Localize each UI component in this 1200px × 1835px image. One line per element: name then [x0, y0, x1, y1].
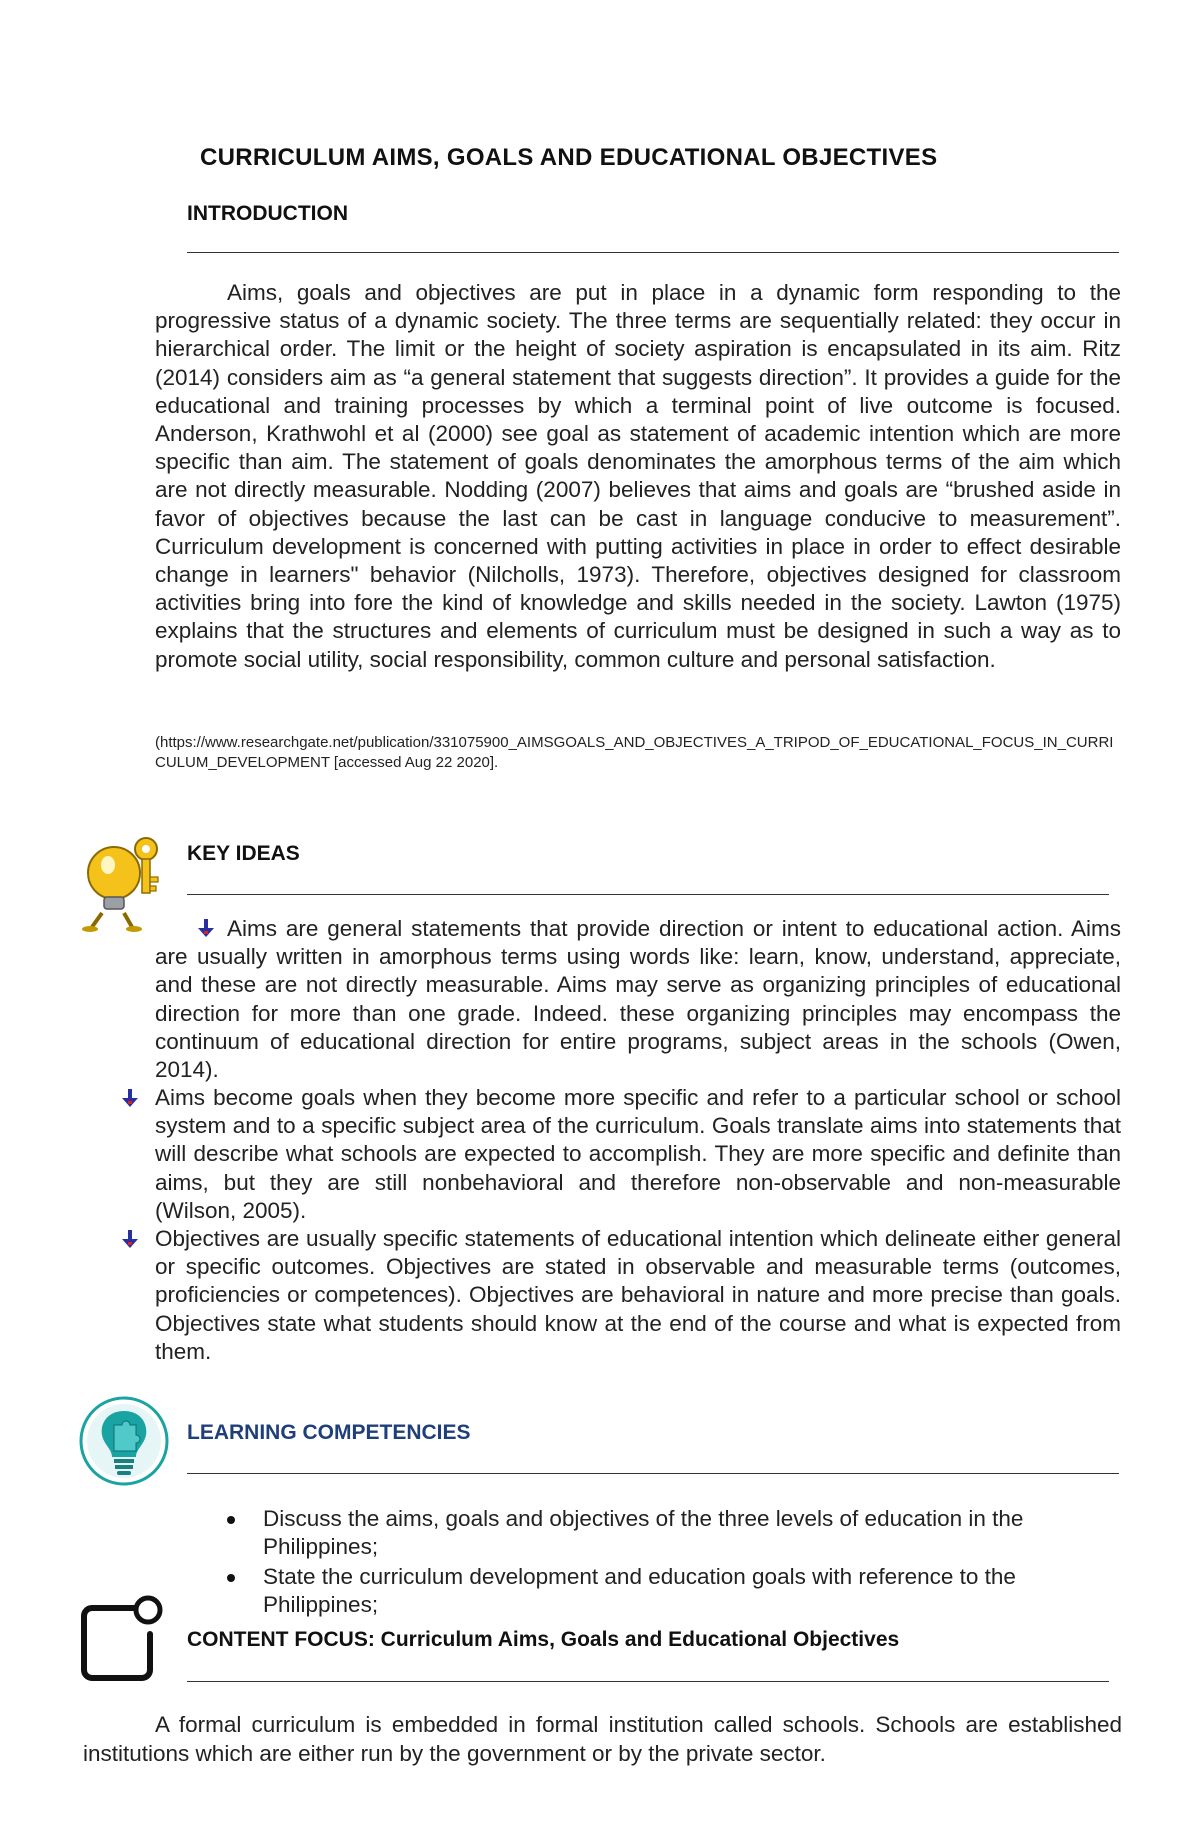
key-idea-text: Aims become goals when they become more specific and refer to a particular school or school system and to a specific subject area of the curriculum. Goals translate aims into statements that will describe what schools are expected to accomplish. They are more specific and definite than aims, but they are still nonbehavioral and therefore non-observable and non-measurable (Wilson, 2005). — [155, 1085, 1121, 1223]
key-ideas-heading: KEY IDEAS — [187, 842, 300, 865]
content-focus-heading: CONTENT FOCUS: Curriculum Aims, Goals and Educational Objectives — [187, 1628, 900, 1651]
content-focus-paragraph: A formal curriculum is embedded in formal institution called schools. Schools are established institutions which are either run by the government or by the private sector. — [83, 1712, 1122, 1766]
page-title: CURRICULUM AIMS, GOALS AND EDUCATIONAL OBJECTIVES — [200, 144, 938, 171]
list-item — [225, 1563, 1125, 1619]
key-idea-item — [155, 1225, 1121, 1366]
arrow-bullet-icon — [119, 1228, 141, 1250]
key-idea-text: Aims are general statements that provide direction or intent to educational action. Aims are usually written in amorphous terms using words like: learn, know, understand, appreciate, and these are not directly measurable. Aims may serve as organizing principles of educational direction for more than one grade. Indeed. these organizing principles may encompass the continuum of educational direction for entire programs, subject areas in the schools (Owen, 2014). — [155, 916, 1121, 1083]
bullet-dot — [227, 1516, 235, 1524]
key-idea-item — [155, 915, 1121, 1084]
learning-competencies-divider — [187, 1473, 1119, 1474]
introduction-reference: (https://www.researchgate.net/publication/331075900_AIMSGOALS_AND_OBJECTIVES_A_TRIPOD_OF_EDUCATIONAL_FOCUS_IN_CURRICULUM_DEVELOPMENT [accessed Aug 22 2020]. — [155, 734, 1114, 771]
key-idea-item — [155, 1084, 1121, 1225]
key-idea-text: Objectives are usually specific statements of educational intention which delineate either general or specific outcomes. Objectives are stated in observable and measurable terms (outcomes, proficiencies or competences). Objectives are behavioral in nature and more precise than goals. Objectives state what students should know at the end of the course and what is expected from them. — [155, 1226, 1121, 1364]
competency-text: State the curriculum development and education goals with reference to the Philippines; — [263, 1564, 1016, 1617]
introduction-heading: INTRODUCTION — [187, 202, 348, 225]
key-ideas-divider — [187, 894, 1109, 895]
puzzle-bulb-icon — [78, 1395, 170, 1487]
content-focus-divider — [187, 1681, 1109, 1682]
learning-competencies-heading: LEARNING COMPETENCIES — [187, 1421, 471, 1444]
arrow-bullet-icon — [119, 1087, 141, 1109]
competencies-list — [225, 1505, 1125, 1621]
introduction-divider — [187, 252, 1119, 253]
notification-square-icon — [78, 1590, 168, 1682]
arrow-bullet-icon — [195, 917, 217, 939]
competency-text: Discuss the aims, goals and objectives of the three levels of education in the Philippines; — [263, 1506, 1024, 1559]
list-item — [225, 1505, 1125, 1561]
bullet-dot — [227, 1574, 235, 1582]
introduction-paragraph: Aims, goals and objectives are put in place in a dynamic form responding to the progressive status of a dynamic society. The three terms are sequentially related: they occur in hierarchical order. The limit or the height of society aspiration is encapsulated in its aim. Ritz (2014) considers aim as “a general statement that suggests direction”. It provides a guide for the educational and training processes by which a terminal point of live outcome is focused. Anderson, Krathwohl et al (2000) see goal as statement of academic intention which are more specific than aim. The statement of goals denominates the amorphous terms of the aim which are not directly measurable. Nodding (2007) believes that aims and goals are “brushed aside in favor of objectives because the last can be cast in language conducive to measurement”. Curriculum development is concerned with putting activities in place in order to effect desirable change in learners" behavior (Nilcholls, 1973). Therefore, objectives designed for classroom activities bring into fore the kind of knowledge and skills needed in the society. Lawton (1975) explains that the structures and elements of curriculum must be designed in such a way as to promote social utility, social responsibility, common culture and personal satisfaction. — [155, 280, 1121, 672]
